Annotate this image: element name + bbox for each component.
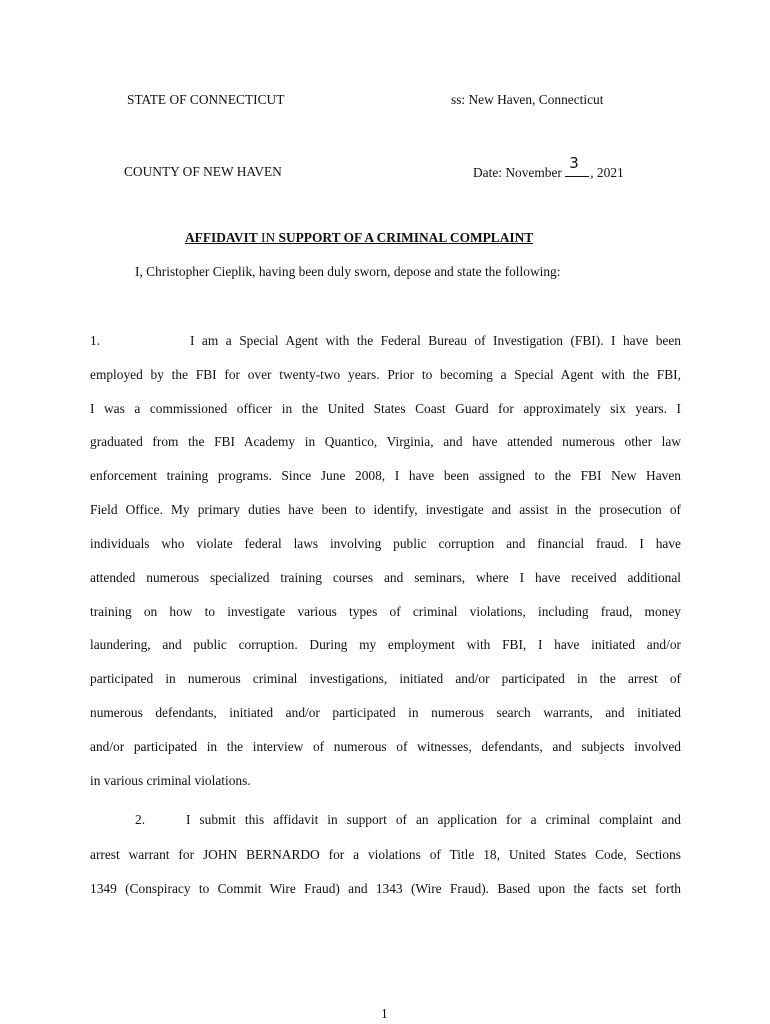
- para2-line: I submit this affidavit in support of an application for a criminal complaint and: [186, 812, 681, 827]
- para1-line: graduated from the FBI Academy in Quantico, Virginia, and have attended numerous other law: [90, 434, 681, 449]
- date-line: [473, 154, 624, 181]
- para1-line: training on how to investigate various types of criminal violations, including fraud, money: [90, 604, 681, 619]
- para2-line: 1349 (Conspiracy to Commit Wire Fraud) and 1343 (Wire Fraud). Based upon the facts set forth: [90, 881, 681, 896]
- date-prefix: Date: November: [473, 165, 562, 180]
- para1-line: I am a Special Agent with the Federal Bureau of Investigation (FBI). I have been: [190, 333, 681, 348]
- date-suffix: , 2021: [590, 165, 624, 180]
- page-number: 1: [381, 1006, 388, 1021]
- para2-number: 2.: [135, 812, 146, 827]
- para1-line: individuals who violate federal laws involving public corruption and financial fraud. I have: [90, 536, 681, 551]
- para1-line: employed by the FBI for over twenty-two years. Prior to becoming a Special Agent with the FBI,: [90, 367, 681, 382]
- title-part-affidavit: AFFIDAVIT: [185, 230, 258, 245]
- para1-line: in various criminal violations.: [90, 773, 251, 788]
- para2-line: arrest warrant for JOHN BERNARDO for a violations of Title 18, United States Code, Sections: [90, 847, 681, 862]
- para1-line: laundering, and public corruption. During my employment with FBI, I have initiated and/or: [90, 637, 681, 652]
- title-part-rest: SUPPORT OF A CRIMINAL COMPLAINT: [278, 230, 534, 245]
- state-heading: STATE OF CONNECTICUT: [127, 92, 285, 107]
- para1-line: I was a commissioned officer in the United States Coast Guard for approximately six years. I: [90, 401, 681, 416]
- title-part-in: IN: [257, 230, 279, 245]
- date-blank: [565, 154, 589, 177]
- para1-line: Field Office. My primary duties have been to identify, investigate and assist in the prosecution of: [90, 502, 681, 517]
- para1-line: enforcement training programs. Since June 2008, I have been assigned to the FBI New Haven: [90, 468, 681, 483]
- para1-line: participated in numerous criminal investigations, initiated and/or participated in the arrest of: [90, 671, 681, 686]
- handwritten-day: 3: [569, 154, 579, 172]
- para1-line: attended numerous specialized training courses and seminars, where I have received additional: [90, 570, 681, 585]
- county-heading: COUNTY OF NEW HAVEN: [124, 164, 282, 179]
- para1-line: and/or participated in the interview of numerous of witnesses, defendants, and subjects involved: [90, 739, 681, 754]
- para1-number: 1.: [90, 333, 101, 348]
- document-title: [185, 230, 533, 246]
- venue-ss: ss: New Haven, Connecticut: [451, 92, 604, 107]
- intro-statement: I, Christopher Cieplik, having been duly sworn, depose and state the following:: [135, 264, 561, 279]
- para1-line: numerous defendants, initiated and/or participated in numerous search warrants, and initiated: [90, 705, 681, 720]
